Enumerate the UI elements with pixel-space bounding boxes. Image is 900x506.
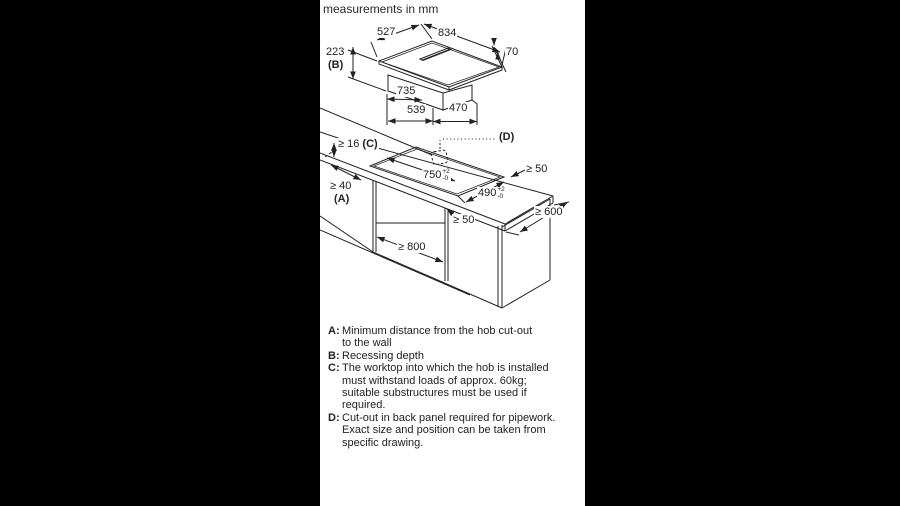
dim-label-wall-distance: ≥ 40 [330, 180, 352, 192]
dim-key-D: (D) [499, 131, 515, 143]
hob-isometric-drawing [348, 24, 506, 125]
dim-label-70: 70 [506, 46, 519, 58]
dim-key-A: (A) [334, 193, 350, 205]
dim-label-735: 735 [397, 85, 416, 97]
dim-label-223: 223 [326, 46, 345, 58]
dim-label-834: 834 [438, 27, 457, 39]
dim-label-539: 539 [407, 104, 426, 116]
dim-label-cutout-length: 750 +2 -0 [423, 168, 450, 182]
letterbox-right [585, 0, 900, 506]
dim-label-front-clearance: ≥ 50 [453, 214, 475, 226]
legend-item-B: B: Recessing depth [328, 349, 424, 362]
dim-label-cabinet-width: ≥ 800 [398, 241, 426, 253]
legend-item-D: D: Cut-out in back panel required for pipework. Exact size and position can be taken from specific drawing. [328, 411, 556, 449]
diagram-panel [320, 0, 585, 506]
dim-label-cutout-depth: 490 +2 -0 [478, 186, 505, 200]
dim-label-side-clearance: ≥ 50 [526, 163, 548, 175]
legend-item-C: C: The worktop into which the hob is installed must withstand loads of approx. 60kg; suitable substructures must be used if required. [328, 362, 549, 412]
dim-label-worktop-thickness: ≥ 16 (C) [338, 138, 378, 150]
dim-label-527: 527 [377, 26, 396, 38]
page-title: measurements in mm [323, 2, 439, 16]
dim-label-470: 470 [449, 102, 468, 114]
legend-item-A: A: Minimum distance from the hob cut-out to the wall [328, 325, 533, 350]
dim-label-worktop-depth: ≥ 600 [535, 206, 563, 218]
letterbox-left [0, 0, 320, 506]
dim-key-B: (B) [328, 59, 344, 71]
legend [328, 325, 582, 449]
